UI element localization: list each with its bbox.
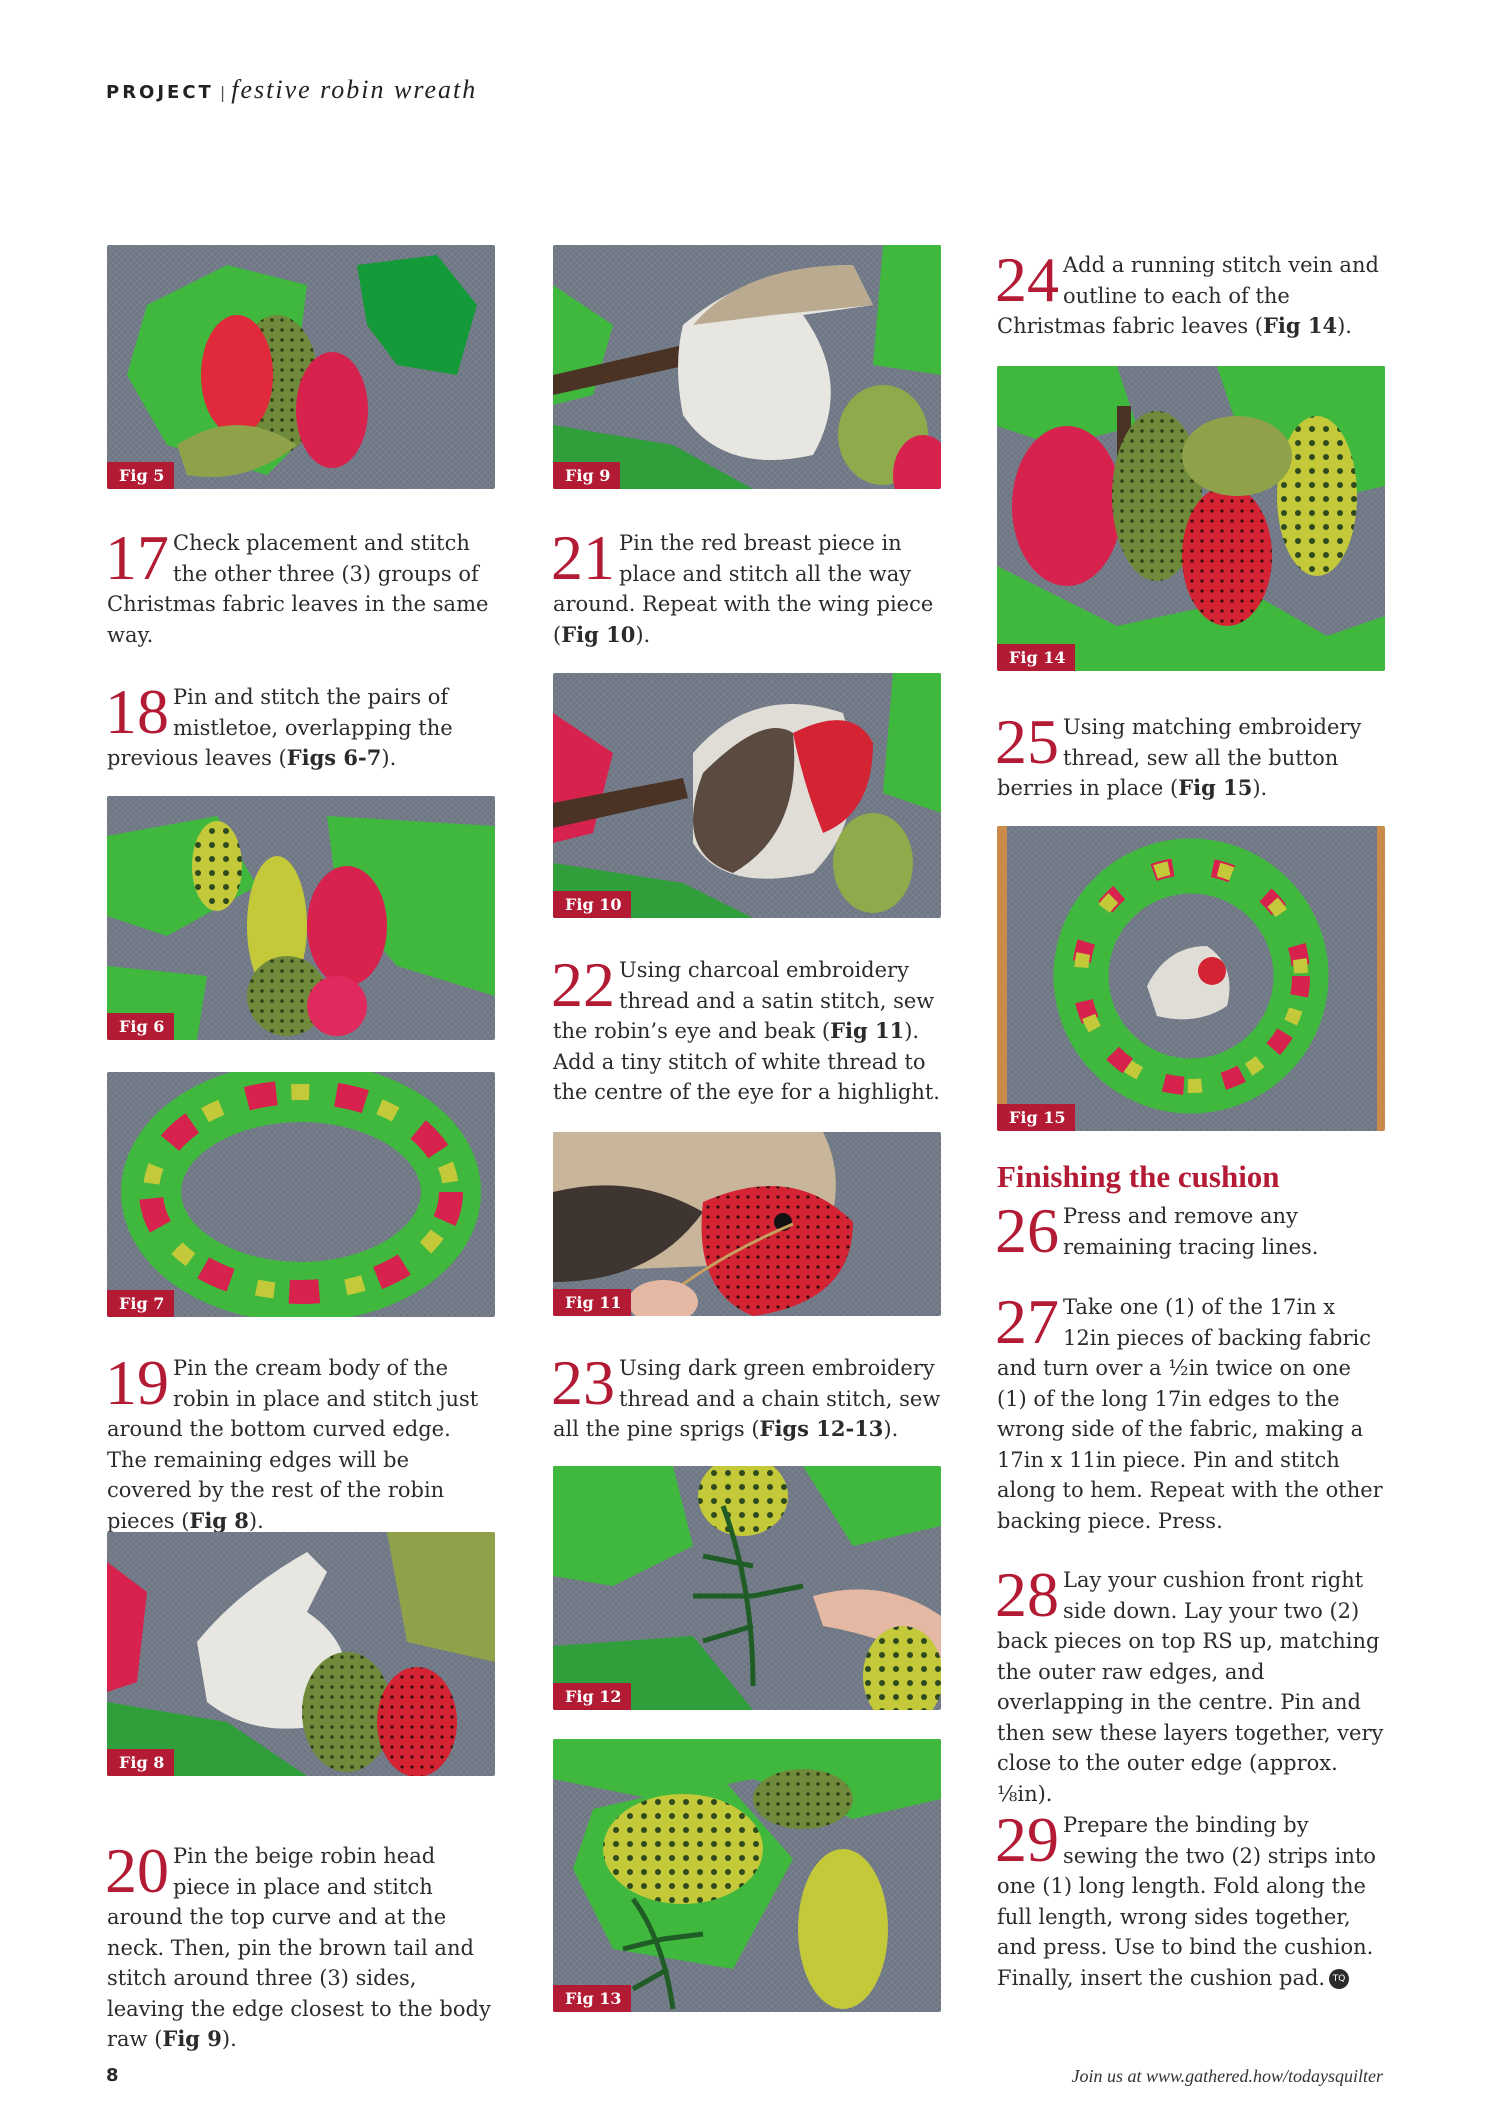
project-title: festive robin wreath (231, 75, 478, 104)
step-27-text: Take one (1) of the 17in x 12in pieces of backing fabric and turn over a ½in twice on one (1) of the long 17in edges to the wrong side of the fabric, making a 17in x 11in piece. Pin and stitch along to hem. Repeat with the other backing piece. Press. (997, 1295, 1383, 1533)
step-28 (995, 1559, 1387, 1809)
step-18 (105, 676, 497, 774)
footer-link[interactable]: Join us at www.gathered.how/todaysquilter (1071, 2066, 1383, 2086)
figure-9-label: Fig 9 (553, 462, 620, 489)
figure-5-photo (107, 245, 495, 489)
step-17-text: Check placement and stitch the other three (3) groups of Christmas fabric leaves in the same way. (107, 531, 489, 647)
step-22-text-end: ). Add a tiny stitch of white thread to the centre of the eye for a highlight. (553, 1019, 940, 1104)
figure-14-label: Fig 14 (997, 644, 1075, 671)
step-18-ref: Figs 6-7 (286, 745, 382, 770)
step-24-number: 24 (995, 244, 1059, 315)
step-29-number: 29 (995, 1804, 1059, 1875)
step-17 (105, 522, 497, 650)
finishing-heading: Finishing the cushion (997, 1159, 1280, 1194)
step-20-text: Pin the beige robin head piece in place and stitch around the top curve and at the neck. Then, pin the brown tail and stitch around three (3) sides, leaving the edge closest to the body raw ( (107, 1844, 491, 2051)
step-28-text: Lay your cushion front right side down. Lay your two (2) back pieces on top RS up, matching the outer raw edges, and overlapping in the centre. Pin and then sew these layers together, very close to the outer edge (approx. ⅛in). (997, 1568, 1384, 1806)
step-24-text-end: ). (1337, 314, 1352, 338)
step-19-ref: Fig 8 (189, 1507, 249, 1533)
figure-11-photo (553, 1132, 941, 1316)
step-18-number: 18 (105, 676, 169, 747)
figure-7-label: Fig 7 (107, 1290, 174, 1317)
figure-13-photo (553, 1739, 941, 2012)
step-23-number: 23 (551, 1347, 615, 1418)
step-23 (551, 1347, 943, 1445)
page-number: 8 (106, 2065, 119, 2086)
step-17-number: 17 (105, 522, 169, 593)
step-26-number: 26 (995, 1195, 1059, 1266)
figure-11-label: Fig 11 (553, 1289, 631, 1316)
step-25-ref: Fig 15 (1178, 775, 1253, 800)
step-24 (995, 244, 1387, 342)
step-21 (551, 522, 943, 650)
step-25-text-end: ). (1252, 776, 1268, 800)
step-22-ref: Fig 11 (830, 1018, 905, 1043)
figure-15-photo (997, 826, 1385, 1131)
step-26 (995, 1195, 1387, 1266)
step-27 (995, 1286, 1387, 1536)
header-separator: | (219, 83, 226, 102)
step-29-text: Prepare the binding by sewing the two (2) strips into one (1) long length. Fold along the full length, wrong sides together, and press. Use to bind the cushion. Finally, insert the cushion pad. (997, 1813, 1376, 1990)
step-18-text-end: ). (381, 746, 397, 770)
step-25 (995, 706, 1387, 804)
figure-15-label: Fig 15 (997, 1104, 1075, 1131)
section-label: PROJECT (106, 82, 214, 103)
figure-10-label: Fig 10 (553, 891, 631, 918)
step-25-number: 25 (995, 706, 1059, 777)
figure-6-label: Fig 6 (107, 1013, 174, 1040)
step-29 (995, 1804, 1387, 1993)
step-26-text: Press and remove any remaining tracing lines. (1063, 1204, 1319, 1259)
step-19-text: Pin the cream body of the robin in place and stitch just around the bottom curved edge. The remaining edges will be covered by the rest of the robin pieces ( (107, 1356, 479, 1533)
step-25-text: Using matching embroidery thread, sew all the button berries in place ( (997, 715, 1362, 800)
step-20-ref: Fig 9 (162, 2026, 222, 2051)
step-21-text-end: ). (635, 622, 651, 647)
figure-5-label: Fig 5 (107, 462, 174, 489)
step-21-ref: Fig 10 (561, 621, 636, 647)
figure-9-photo (553, 245, 941, 489)
figure-14-photo (997, 366, 1385, 671)
figure-8-photo (107, 1532, 495, 1776)
step-19-number: 19 (105, 1347, 169, 1418)
step-23-text-end: ). (883, 1417, 899, 1441)
figure-7-photo (107, 1072, 495, 1317)
step-19-text-end: ). (248, 1508, 264, 1533)
step-22-text: Using charcoal embroidery thread and a satin stitch, sew the robin’s eye and beak ( (553, 958, 935, 1043)
step-24-ref: Fig 14 (1262, 313, 1338, 338)
step-28-number: 28 (995, 1559, 1059, 1630)
step-21-text: Pin the red breast piece in place and stitch all the way around. Repeat with the wing piece ( (553, 531, 934, 647)
step-23-text: Using dark green embroidery thread and a chain stitch, sew all the pine sprigs ( (553, 1356, 941, 1441)
step-22-number: 22 (551, 949, 615, 1020)
step-20-number: 20 (105, 1835, 169, 1906)
figure-12-label: Fig 12 (553, 1683, 631, 1710)
step-20-text-end: ). (221, 2027, 237, 2051)
figure-10-photo (553, 673, 941, 918)
step-27-number: 27 (995, 1286, 1059, 1357)
figure-13-label: Fig 13 (553, 1985, 631, 2012)
end-mark-icon: TQ (1329, 1969, 1349, 1989)
figure-8-label: Fig 8 (107, 1749, 174, 1776)
step-23-ref: Figs 12-13 (759, 1416, 884, 1441)
step-21-number: 21 (551, 522, 615, 593)
page-header (106, 75, 477, 105)
step-18-text: Pin and stitch the pairs of mistletoe, overlapping the previous leaves ( (107, 685, 453, 770)
step-22 (551, 949, 943, 1108)
figure-6-photo (107, 796, 495, 1040)
step-19 (105, 1347, 497, 1536)
step-24-text: Add a running stitch vein and outline to each of the Christmas fabric leaves ( (997, 253, 1379, 338)
figure-12-photo (553, 1466, 941, 1710)
step-20 (105, 1835, 497, 2055)
